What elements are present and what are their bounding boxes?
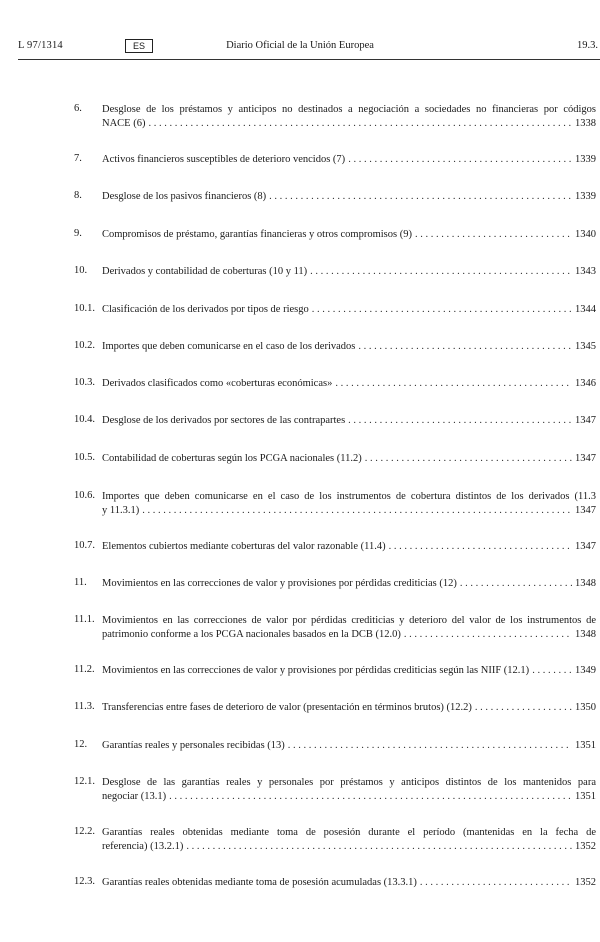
toc-entry-title-line (102, 265, 596, 279)
toc-entry-page-number: 1349 (575, 665, 596, 676)
toc-entry-page-number: 1346 (575, 378, 596, 389)
toc-entry-number: 10.3. (74, 377, 95, 388)
dot-leader (186, 840, 572, 854)
dot-leader (415, 228, 572, 242)
toc-entry-title-line (102, 876, 596, 890)
toc-entry-page-number: 1344 (575, 304, 596, 315)
toc-entry-title: Clasificación de los derivados por tipos de riesgo (102, 304, 309, 315)
toc-entry-page-number: 1350 (575, 702, 596, 713)
toc-entry-title-line (102, 190, 596, 204)
dot-leader (420, 876, 572, 890)
toc-entry-title: Derivados clasificados como «coberturas económicas» (102, 378, 333, 389)
toc-entry-title-line (102, 228, 596, 242)
toc-entry-body (102, 103, 596, 131)
toc-entry-title: referencia) (13.2.1) (102, 841, 184, 852)
toc-entry-number: 11.2. (74, 664, 95, 675)
dot-leader (348, 153, 572, 167)
toc-entry-title-line (102, 303, 596, 317)
toc-entry-title: NACE (6) (102, 118, 146, 129)
toc-entry-number: 11.1. (74, 614, 95, 625)
dot-leader (269, 190, 572, 204)
toc-entry-body (102, 614, 596, 642)
toc-entry-title: Activos financieros susceptibles de deterioro vencidos (7) (102, 154, 346, 165)
toc-entry-title-line (102, 377, 596, 391)
toc-entry-title-line (102, 790, 596, 804)
toc-entry-page-number: 1339 (575, 191, 596, 202)
toc-entry-title-line (102, 452, 596, 466)
toc-entry-title: Importes que deben comunicarse en el caso de los derivados (102, 341, 356, 352)
toc-entry-title-line (102, 664, 596, 678)
toc-entry-title-line (102, 504, 596, 518)
toc-entry-body (102, 490, 596, 518)
dot-leader (310, 265, 572, 279)
toc-entry-page-number: 1348 (575, 578, 596, 589)
toc-entry-body (102, 228, 596, 242)
dot-leader (148, 117, 572, 131)
toc-entry-title-line (102, 414, 596, 428)
toc-entry-body (102, 452, 596, 466)
toc-entry-page-number: 1339 (575, 154, 596, 165)
journal-reference: L 97/1314 (18, 40, 63, 51)
toc-entry-page-number: 1338 (575, 118, 596, 129)
toc-entry-page-number: 1347 (575, 541, 596, 552)
dot-leader (475, 701, 572, 715)
dot-leader (532, 664, 572, 678)
toc-entry-number: 10.7. (74, 540, 95, 551)
toc-entry-number: 10.4. (74, 414, 95, 425)
toc-entry-title: Garantías reales y personales recibidas (13) (102, 740, 285, 751)
toc-entry-title: negociar (13.1) (102, 791, 167, 802)
toc-entry-title-line (102, 117, 596, 131)
toc-entry-number: 12.1. (74, 776, 95, 787)
dot-leader (169, 790, 572, 804)
toc-entry-title-line: Desglose de los préstamos y anticipos no destinados a negociación a sociedades no financieras por códigos (102, 104, 596, 115)
toc-entry-title: Compromisos de préstamo, garantías financieras y otros compromisos (9) (102, 229, 412, 240)
toc-entry-number: 12. (74, 739, 88, 750)
toc-entry-body (102, 876, 596, 890)
toc-entry-page-number: 1347 (575, 453, 596, 464)
toc-entry-body (102, 153, 596, 167)
toc-entry-title-line (102, 340, 596, 354)
toc-entry-title-line (102, 840, 596, 854)
toc-entry-page-number: 1347 (575, 505, 596, 516)
toc-entry-title-line (102, 153, 596, 167)
toc-entry-title: patrimonio conforme a los PCGA nacionales basados en la DCB (12.0) (102, 629, 401, 640)
toc-entry-title: Elementos cubiertos mediante coberturas del valor razonable (11.4) (102, 541, 386, 552)
toc-entry-title: Contabilidad de coberturas según los PCGA nacionales (11.2) (102, 453, 362, 464)
toc-entry-page-number: 1351 (575, 791, 596, 802)
toc-entry-number: 10.2. (74, 340, 95, 351)
toc-entry-page-number: 1351 (575, 740, 596, 751)
toc-entry-number: 10.5. (74, 452, 95, 463)
dot-leader (460, 577, 572, 591)
toc-entry-body (102, 577, 596, 591)
toc-entry-page-number: 1352 (575, 841, 596, 852)
toc-entry-body (102, 701, 596, 715)
toc-entry-number: 10.1. (74, 303, 95, 314)
toc-entry-title: Desglose de los derivados por sectores de las contrapartes (102, 415, 346, 426)
toc-entry-title-line (102, 739, 596, 753)
toc-entry-title: Movimientos en las correcciones de valor y provisiones por pérdidas crediticias según las NIIF (12.1) (102, 665, 530, 676)
toc-entry-number: 12.2. (74, 826, 95, 837)
dot-leader (358, 340, 572, 354)
language-badge: ES (125, 39, 153, 53)
publication-date: 19.3. (577, 40, 598, 51)
toc-entry-number: 10. (74, 265, 88, 276)
toc-entry-number: 6. (74, 103, 82, 114)
journal-title: Diario Oficial de la Unión Europea (226, 40, 374, 51)
toc-entry-title-line: Importes que deben comunicarse en el caso de los instrumentos de cobertura distintos de los derivados (11.3 (102, 491, 596, 502)
dot-leader (365, 452, 572, 466)
toc-entry-body (102, 664, 596, 678)
toc-entry-title-line: Movimientos en las correcciones de valor por pérdidas crediticias y deterioro del valor de los instrumentos de (102, 615, 596, 626)
toc-entry-title: Garantías reales obtenidas mediante toma de posesión acumuladas (13.3.1) (102, 877, 417, 888)
toc-entry-title: Desglose de los pasivos financieros (8) (102, 191, 267, 202)
toc-entry-title-line (102, 577, 596, 591)
toc-entry-title: Transferencias entre fases de deterioro de valor (presentación en términos brutos) (12.2) (102, 702, 472, 713)
dot-leader (312, 303, 572, 317)
toc-entry-body (102, 265, 596, 279)
toc-entry-page-number: 1352 (575, 877, 596, 888)
dot-leader (142, 504, 572, 518)
toc-entry-body (102, 414, 596, 428)
toc-entry-body (102, 303, 596, 317)
toc-entry-title-line (102, 701, 596, 715)
toc-entry-number: 11.3. (74, 701, 95, 712)
toc-entry-number: 12.3. (74, 876, 95, 887)
toc-entry-body (102, 739, 596, 753)
toc-entry-title: y 11.3.1) (102, 505, 140, 516)
dot-leader (288, 739, 572, 753)
toc-entry-title-line (102, 628, 596, 642)
toc-entry-number: 9. (74, 228, 82, 239)
toc-entry-title-line: Garantías reales obtenidas mediante toma de posesión durante el período (mantenidas en la fecha de (102, 827, 596, 838)
toc-entry-body (102, 190, 596, 204)
toc-entry-page-number: 1347 (575, 415, 596, 426)
toc-entry-title-line (102, 540, 596, 554)
dot-leader (389, 540, 572, 554)
toc-entry-body (102, 340, 596, 354)
toc-entry-body (102, 776, 596, 804)
toc-entry-page-number: 1343 (575, 266, 596, 277)
dot-leader (335, 377, 572, 391)
toc-entry-number: 11. (74, 577, 87, 588)
toc-entry-page-number: 1348 (575, 629, 596, 640)
toc-entry-page-number: 1340 (575, 229, 596, 240)
toc-entry-page-number: 1345 (575, 341, 596, 352)
toc-entry-title: Movimientos en las correcciones de valor y provisiones por pérdidas crediticias (12) (102, 578, 457, 589)
toc-entry-number: 7. (74, 153, 82, 164)
toc-entry-body (102, 540, 596, 554)
toc-entry-title-line: Desglose de las garantías reales y personales por préstamos y anticipos distintos de los mantenidos para (102, 777, 596, 788)
dot-leader (348, 414, 572, 428)
toc-entry-number: 10.6. (74, 490, 95, 501)
toc-entry-body (102, 377, 596, 391)
toc-entry-title: Derivados y contabilidad de coberturas (10 y 11) (102, 266, 308, 277)
dot-leader (404, 628, 572, 642)
toc-entry-number: 8. (74, 190, 82, 201)
toc-entry-body (102, 826, 596, 854)
